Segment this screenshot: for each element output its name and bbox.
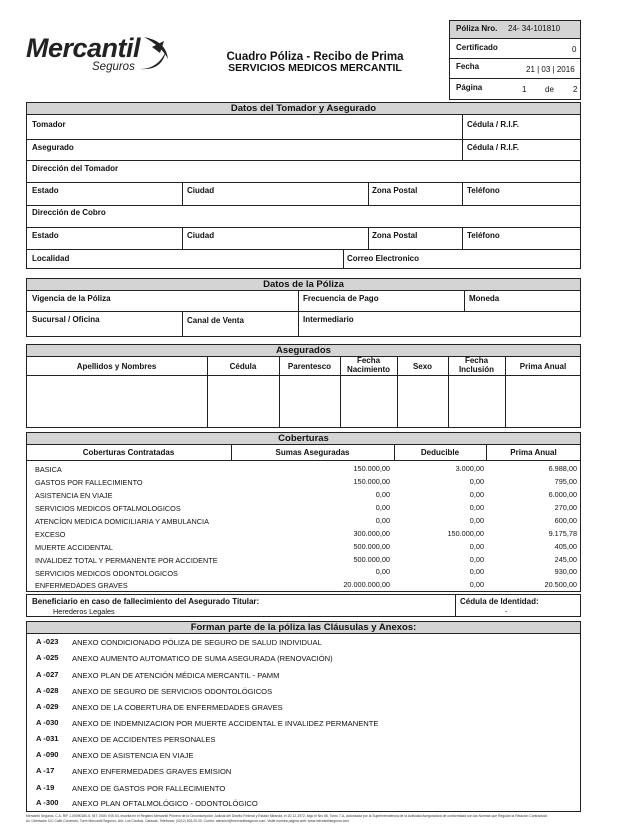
certificado-value: 0: [572, 45, 577, 54]
cobertura-name: EXCESO: [35, 530, 66, 539]
anexo-code: A -027: [36, 670, 59, 679]
cobertura-suma: 0,00: [375, 503, 390, 512]
anexo-code: A -19: [36, 783, 55, 792]
ciudad-cobro-label: Ciudad: [187, 231, 215, 240]
localidad-label: Localidad: [32, 254, 70, 263]
logo-swoosh-icon: [136, 31, 176, 75]
cobertura-prima: 6.000,00: [548, 490, 577, 499]
anexo-text: ANEXO CONDICIONADO PÓLIZA DE SEGURO DE SALUD INDIVIDUAL: [72, 638, 322, 647]
cobertura-deducible: 0,00: [469, 477, 484, 486]
zona-postal-label: Zona Postal: [372, 186, 418, 195]
col-cedula: Cédula: [229, 362, 257, 371]
pagina-total: 2: [573, 85, 578, 94]
anexo-code: A -300: [36, 798, 59, 807]
document-subtitle: SERVICIOS MEDICOS MERCANTIL: [228, 62, 402, 74]
cobertura-name: SERVICIOS MEDICOS OFTALMOLOGICOS: [35, 504, 181, 513]
anexo-text: ANEXO DE INDEMNIZACION POR MUERTE ACCIDENTAL E INVALIDEZ PERMANENTE: [72, 719, 379, 728]
cobertura-prima: 795,00: [554, 477, 577, 486]
col-prima: Prima Anual: [519, 362, 567, 371]
ciudad-label: Ciudad: [187, 186, 215, 195]
anexo-text: ANEXO ENFERMEDADES GRAVES EMISION: [72, 767, 232, 776]
fecha-label: Fecha: [456, 62, 480, 71]
cobertura-name: MUERTE ACCIDENTAL: [35, 543, 113, 552]
col-fecha-nac-2: Nacimiento: [346, 364, 391, 374]
anexo-text: ANEXO PLAN DE ATENCIÓN MÉDICA MERCANTIL - PAMM: [72, 671, 280, 680]
asegurados-header: Asegurados: [26, 344, 581, 357]
cobertura-deducible: 0,00: [469, 580, 484, 589]
col-deducible: Deducible: [420, 448, 460, 457]
cobertura-prima: 600,00: [554, 516, 577, 525]
cobertura-prima: 930,00: [554, 567, 577, 576]
tomador-header: Datos del Tomador y Asegurado: [26, 102, 581, 115]
beneficiario-value: Herederos Legales: [53, 607, 115, 616]
cobertura-deducible: 0,00: [469, 516, 484, 525]
anexos-header: Forman parte de la póliza las Cláusulas y Anexos:: [26, 621, 581, 634]
mercantil-logo: [26, 33, 176, 83]
cedula-identidad-label: Cédula de Identidad:: [460, 597, 539, 606]
col-fecha-nac-1: Fecha: [356, 356, 381, 365]
anexo-code: A -023: [36, 637, 59, 646]
anexo-code: A -031: [36, 734, 59, 743]
cobertura-name: INVALIDEZ TOTAL Y PERMANENTE POR ACCIDENTE: [35, 556, 218, 565]
cobertura-suma: 0,00: [375, 516, 390, 525]
anexo-code: A -17: [36, 766, 55, 775]
col-apellidos: Apellidos y Nombres: [76, 362, 157, 371]
cobertura-suma: 500.000,00: [353, 542, 390, 551]
poliza-header: Datos de la Póliza: [26, 278, 581, 291]
coberturas-header: Coberturas: [26, 432, 581, 445]
cobertura-deducible: 150.000,00: [447, 529, 484, 538]
cobertura-name: GASTOS POR FALLECIMIENTO: [35, 478, 143, 487]
pagina-de: de: [545, 85, 554, 94]
cobertura-deducible: 0,00: [469, 542, 484, 551]
cobertura-name: BASICA: [35, 465, 62, 474]
cobertura-name: ASISTENCIA EN VIAJE: [35, 491, 113, 500]
cobertura-deducible: 3.000,00: [455, 464, 484, 473]
col-fecha-inc-1: Fecha: [464, 356, 489, 365]
cobertura-prima: 20.500,00: [544, 580, 577, 589]
cobertura-deducible: 0,00: [469, 555, 484, 564]
intermediario-label: Intermediario: [303, 315, 354, 324]
brand-name: Mercantil: [26, 33, 141, 63]
col-sexo: Sexo: [412, 362, 433, 371]
anexo-code: A -090: [36, 750, 59, 759]
cobertura-prima: 245,00: [554, 555, 577, 564]
footer-legal-1: Mercantil Seguros, C.A. RIF J-00090180-5. NIT: 0000. INS 64, inscrita en el Registro Mercantil Primero de la Circunscripción Judicial del Distrito Federal y Estado Miranda, el 20-12-1972, bajo el Nro 86, Tomo 7-A, autorizada por la Superintendencia de la Actividad Aseguradora de conformidad con las Normas que Regulan la Relación Contractual.: [26, 814, 548, 818]
cobertura-suma: 150.000,00: [353, 477, 390, 486]
anexo-text: ANEXO AUMENTO AUTOMATICO DE SUMA ASEGURADA (RENOVACIÓN): [72, 654, 333, 663]
col-sumas: Sumas Aseguradas: [275, 448, 350, 457]
correo-label: Correo Electronico: [347, 254, 420, 263]
anexo-code: A -030: [36, 718, 59, 727]
cobertura-suma: 20.000.000,00: [343, 580, 390, 589]
cobertura-deducible: 0,00: [469, 503, 484, 512]
direccion-cobro-label: Dirección de Cobro: [32, 208, 106, 217]
cobertura-deducible: 0,00: [469, 567, 484, 576]
moneda-label: Moneda: [469, 294, 500, 303]
cobertura-deducible: 0,00: [469, 490, 484, 499]
cedula-identidad-value: -: [505, 607, 508, 616]
cobertura-suma: 0,00: [375, 567, 390, 576]
cobertura-prima: 405,00: [554, 542, 577, 551]
pagina-number: 1: [522, 85, 527, 94]
footer-legal-2: Av. Libertador C/C Calle Coromoto, Torre Mercantil Seguros, Urb. Los Caobos, Caracas. Teléfonos: (0212) 503.20.00. Correo: atencion@mercantilseguros.com. Visite nuestra página web: www.mercantilseguros.com: [26, 819, 350, 823]
sucursal-label: Sucursal / Oficina: [32, 315, 100, 324]
telefono-label: Teléfono: [467, 186, 500, 195]
col-coberturas: Coberturas Contratadas: [82, 448, 175, 457]
estado-label: Estado: [32, 186, 59, 195]
anexo-text: ANEXO DE LA COBERTURA DE ENFERMEDADES GRAVES: [72, 703, 283, 712]
cobertura-suma: 500.000,00: [353, 555, 390, 564]
anexo-text: ANEXO PLAN OFTALMOLÓGICO - ODONTOLÓGICO: [72, 799, 258, 808]
zona-postal-cobro-label: Zona Postal: [372, 231, 418, 240]
direccion-tomador-label: Dirección del Tomador: [32, 164, 119, 173]
cobertura-name: ENFERMEDADES GRAVES: [35, 581, 128, 590]
poliza-number: 24- 34-101810: [508, 24, 561, 33]
anexo-code: A -025: [36, 653, 59, 662]
col-prima-anual: Prima Anual: [510, 448, 557, 457]
anexo-code: A -029: [36, 702, 59, 711]
frecuencia-label: Frecuencia de Pago: [303, 294, 379, 303]
cobertura-name: ATENCÍON MEDICA DOMICILIARIA Y AMBULANCIA: [35, 517, 209, 526]
asegurado-label: Asegurado: [32, 143, 74, 152]
cobertura-suma: 0,00: [375, 490, 390, 499]
vigencia-label: Vigencia de la Póliza: [32, 294, 111, 303]
document-title: Cuadro Póliza - Recibo de Prima: [226, 51, 404, 63]
canal-label: Canal de Venta: [187, 316, 244, 325]
telefono-cobro-label: Teléfono: [467, 231, 500, 240]
certificado-label: Certificado: [456, 43, 498, 52]
col-parentesco: Parentesco: [287, 362, 332, 371]
pagina-label: Página: [456, 83, 483, 92]
col-fecha-inc-2: Inclusión: [458, 364, 495, 374]
cedula-asegurado-label: Cédula / R.I.F.: [467, 143, 520, 152]
anexo-text: ANEXO DE SEGURO DE SERVICIOS ODONTOLÓGICOS: [72, 687, 273, 696]
tomador-label: Tomador: [32, 120, 66, 129]
brand-sub: Seguros: [92, 61, 135, 73]
cobertura-suma: 300.000,00: [353, 529, 390, 538]
beneficiario-label: Beneficiario en caso de fallecimiento del Asegurado Titular:: [32, 597, 260, 606]
poliza-label: Póliza Nro.: [456, 24, 498, 33]
anexo-code: A -028: [36, 686, 59, 695]
anexo-text: ANEXO DE ASISTENCIA EN VIAJE: [72, 751, 194, 760]
cedula-tomador-label: Cédula / R.I.F.: [467, 120, 520, 129]
anexo-text: ANEXO DE ACCIDENTES PERSONALES: [72, 735, 216, 744]
cobertura-name: SERVICIOS MEDICOS ODONTOLOGICOS: [35, 569, 178, 578]
cobertura-prima: 270,00: [554, 503, 577, 512]
estado-cobro-label: Estado: [32, 231, 59, 240]
anexo-text: ANEXO DE GASTOS POR FALLECIMIENTO: [72, 784, 226, 793]
cobertura-prima: 6.988,00: [548, 464, 577, 473]
cobertura-suma: 150.000,00: [353, 464, 390, 473]
fecha-value: 21 | 03 | 2016: [526, 65, 575, 74]
cobertura-prima: 9.175,78: [548, 529, 577, 538]
